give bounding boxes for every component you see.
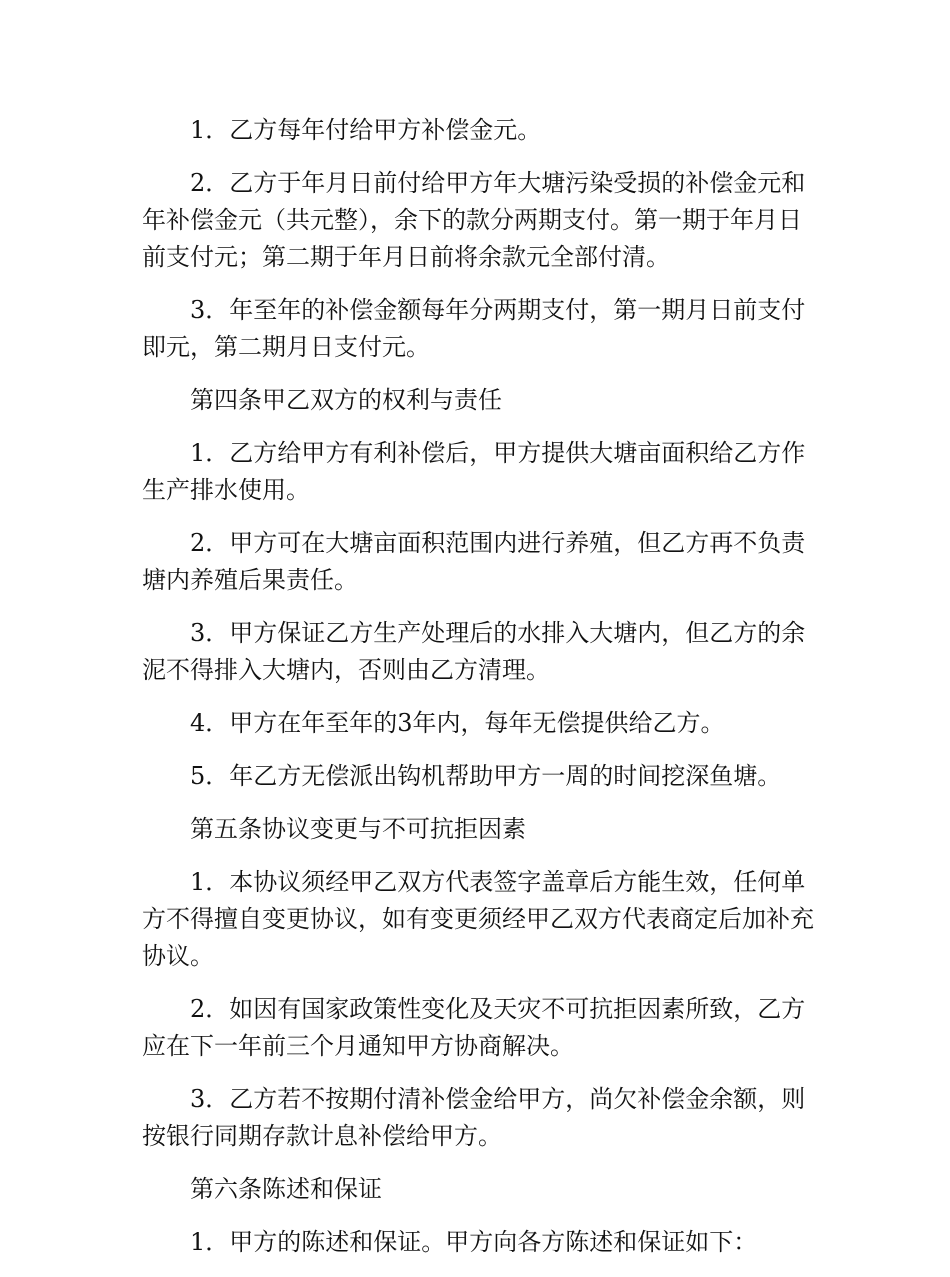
paragraph-rights-5: 5．年乙方无偿派出钩机帮助甲方一周的时间挖深鱼塘。 — [190, 762, 782, 790]
paragraph-payment-yearly-split: 3．年至年的补偿金额每年分两期支付，第一期月日前支付即元，第二期月日支付元。 — [142, 296, 806, 361]
paragraph-payment-installments: 2．乙方于年月日前付给甲方年大塘污染受损的补偿金元和年补偿金元（共元整），余下的款分两期支付。第一期于年月日前支付元；第二期于年月日前将余款元全部付清。 — [142, 169, 806, 271]
paragraph-rights-4: 4．甲方在年至年的3年内，每年无偿提供给乙方。 — [190, 709, 725, 737]
paragraph-payment-annual: 1．乙方每年付给甲方补偿金元。 — [190, 116, 542, 144]
section-heading-representations-warranties: 第六条陈述和保证 — [190, 1175, 382, 1203]
paragraph-changes-3: 3．乙方若不按期付清补偿金给甲方，尚欠补偿金余额，则按银行同期存款计息补偿给甲方。 — [142, 1085, 806, 1150]
paragraph-rights-2: 2．甲方可在大塘亩面积范围内进行养殖，但乙方再不负责塘内养殖后果责任。 — [142, 529, 806, 594]
paragraph-changes-2: 2．如因有国家政策性变化及天灾不可抗拒因素所致，乙方应在下一年前三个月通知甲方协商解决。 — [142, 995, 806, 1060]
section-heading-rights-responsibilities: 第四条甲乙双方的权利与责任 — [190, 386, 502, 414]
paragraph-representations-1: 1．甲方的陈述和保证。甲方向各方陈述和保证如下： — [190, 1228, 758, 1256]
section-heading-changes-force-majeure: 第五条协议变更与不可抗拒因素 — [190, 815, 526, 843]
paragraph-rights-1: 1．乙方给甲方有利补偿后，甲方提供大塘亩面积给乙方作生产排水使用。 — [142, 439, 806, 504]
document-body — [142, 112, 814, 1277]
paragraph-rights-3: 3．甲方保证乙方生产处理后的水排入大塘内，但乙方的余泥不得排入大塘内，否则由乙方清理。 — [142, 619, 806, 684]
paragraph-changes-1: 1．本协议须经甲乙双方代表签字盖章后方能生效，任何单方不得擅自变更协议，如有变更须经甲乙双方代表商定后加补充协议。 — [142, 868, 814, 970]
